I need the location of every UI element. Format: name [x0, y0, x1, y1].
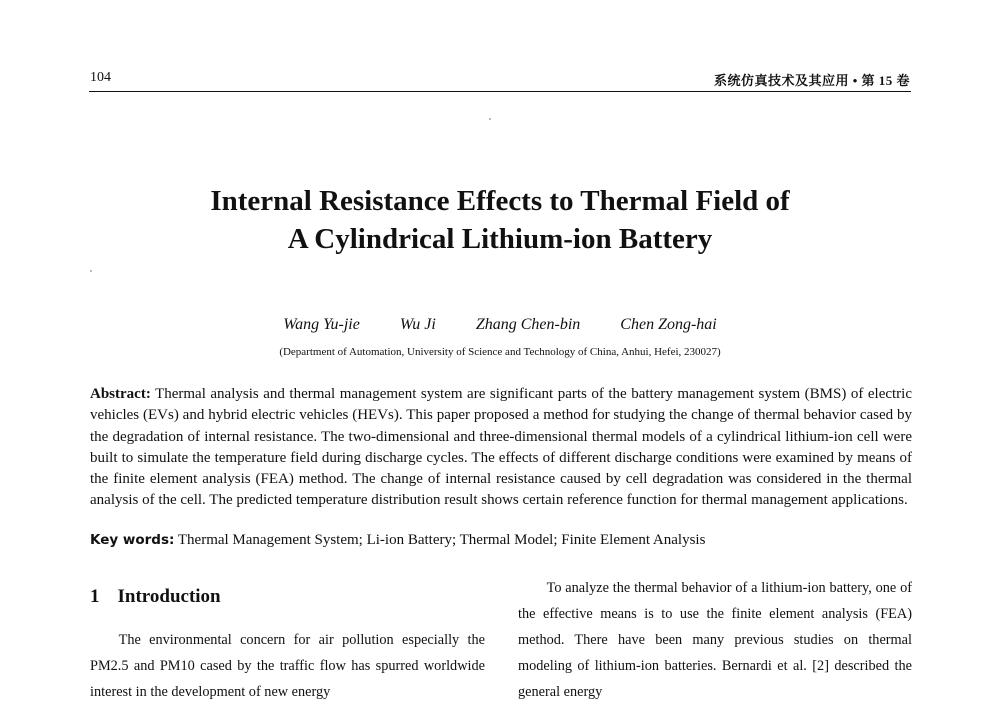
- journal-running-head: 系统仿真技术及其应用 • 第 15 卷: [713, 73, 910, 88]
- section-title: Introduction: [117, 586, 221, 607]
- body-right-column: To analyze the thermal behavior of a lithium-ion battery, one of the effective means is to use the finite element analysis (FEA) method. There have been many previous studies on thermal modeling of lithium-ion batteries. Bernardi et al. [2] described the general energy: [518, 580, 912, 700]
- page-number: 104: [90, 70, 111, 85]
- section-number: 1: [90, 586, 100, 607]
- author-name: Chen Zong-hai: [620, 316, 717, 333]
- header-rule: [89, 91, 911, 92]
- paper-title-line-1: Internal Resistance Effects to Thermal Field of: [210, 185, 790, 217]
- keywords-label: Key words:: [90, 532, 175, 548]
- body-left-column: The environmental concern for air pollution especially the PM2.5 and PM10 cased by the traffic flow has spurred worldwide interest in the development of new energy: [90, 632, 485, 700]
- keywords: [90, 530, 912, 551]
- keywords-text: Thermal Management System; Li-ion Battery; Thermal Model; Finite Element Analysis: [177, 532, 706, 548]
- author-name: Zhang Chen-bin: [475, 316, 581, 333]
- scan-speck: [489, 118, 491, 120]
- paper-title-line-2: A Cylindrical Lithium-ion Battery: [287, 223, 713, 255]
- scan-speck: [90, 270, 92, 272]
- affiliation: (Department of Automation, University of Science and Technology of China, Anhui, Hefei, 230027): [279, 346, 721, 358]
- abstract-text: Thermal analysis and thermal management system are significant parts of the battery management system (BMS) of electric vehicles (EVs) and hybrid electric vehicles (HEVs). This paper proposed a method for studying the change of thermal behavior cased by the degradation of internal resistance. The two-dimensional and three-dimensional thermal models of a cylindrical lithium-ion cell were built to simulate the temperature field during discharge cycles. The effects of different discharge conditions were examined by means of the finite element analysis (FEA) method. The change of internal resistance caused by cell degradation was considered in the thermal analysis of the cell. The predicted temperature distribution result shows certain reference function for thermal management applications.: [90, 386, 912, 509]
- abstract-label: Abstract:: [90, 386, 151, 402]
- author-name: Wu Ji: [399, 316, 436, 333]
- abstract: [90, 384, 912, 512]
- section-heading: [90, 586, 221, 608]
- author-name: Wang Yu-jie: [283, 316, 360, 333]
- author-list: [0, 316, 1000, 334]
